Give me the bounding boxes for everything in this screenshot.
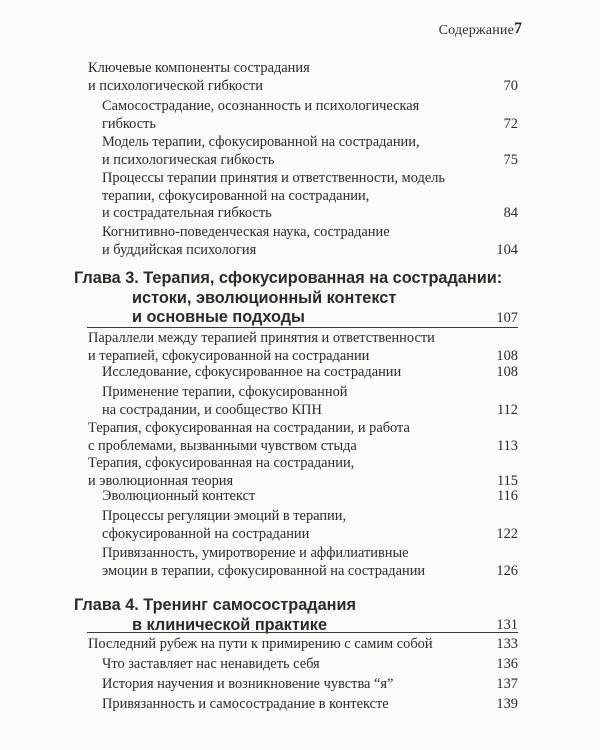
toc-entry[interactable]	[102, 656, 518, 674]
entry-page: 133	[496, 636, 518, 652]
entry-title-line: гибкость	[102, 115, 156, 132]
entry-title-line: Терапия, сфокусированная на сострадании, и работа	[88, 420, 410, 436]
chapter-3-heading[interactable]	[74, 269, 518, 328]
toc-entry[interactable]	[102, 170, 518, 223]
entry-title-line: терапии, сфокусированной на сострадании,	[102, 187, 370, 204]
chapter-title-line: и основные подходы	[132, 308, 305, 326]
entry-page: 108	[496, 364, 518, 380]
toc-entry[interactable]	[102, 696, 518, 714]
toc-entry[interactable]	[102, 98, 518, 133]
chapter-title-line: Глава 4. Тренинг самосострадания	[74, 596, 357, 614]
entry-title-line: Самосострадание, осознанность и психологическая	[102, 98, 420, 114]
entry-page: 139	[496, 696, 518, 712]
chapter-title-line: в клинической практике	[132, 615, 328, 634]
entry-page: 104	[496, 241, 518, 258]
toc-entry[interactable]	[88, 636, 518, 654]
entry-title-line: Применение терапии, сфокусированной	[102, 384, 348, 400]
toc-entry[interactable]	[102, 384, 518, 419]
entry-page: 122	[496, 525, 518, 542]
toc-entry[interactable]	[102, 676, 518, 694]
entry-title-line: Параллели между терапией принятия и ответственности	[88, 330, 435, 346]
entry-title-line: сфокусированной на сострадании	[102, 525, 310, 542]
toc-entry[interactable]	[102, 224, 518, 259]
entry-title-line: и эволюционная теория	[88, 472, 234, 489]
entry-title-line: и буддийская психология	[102, 241, 257, 258]
entry-title-line: на сострадании, и сообщество КПН	[102, 401, 322, 418]
entry-page: 137	[496, 676, 518, 692]
entry-page: 72	[503, 115, 518, 132]
entry-title-line: Привязанность, умиротворение и аффилиативные	[102, 545, 409, 561]
entry-title-line: и терапией, сфокусированной на сострадании	[88, 347, 370, 364]
toc-entry[interactable]	[88, 60, 518, 95]
page-number: 7	[514, 20, 522, 37]
entry-page: 113	[496, 437, 518, 454]
entry-page: 126	[496, 562, 518, 579]
chapter-rule	[87, 327, 518, 328]
entry-page: 84	[503, 205, 518, 221]
toc-entry[interactable]	[102, 508, 518, 543]
entry-page: 75	[503, 151, 518, 168]
entry-title-line: и психологической гибкости	[88, 77, 263, 94]
chapter-4-heading[interactable]	[74, 596, 518, 635]
entry-page: 136	[496, 656, 518, 672]
toc-entry[interactable]	[88, 330, 518, 365]
toc-entry[interactable]	[88, 455, 518, 490]
entry-title-line: Процессы регуляции эмоций в терапии,	[102, 508, 347, 524]
entry-title-line: Процессы терапии принятия и ответственности, модель	[102, 170, 445, 186]
entry-title-line: с проблемами, вызванными чувством стыда	[88, 437, 357, 454]
chapter-page: 107	[496, 309, 518, 326]
chapter-title-line: истоки, эволюционный контекст	[132, 288, 397, 307]
entry-title-line: Ключевые компоненты сострадания	[88, 60, 310, 76]
entry-page: 112	[496, 401, 518, 418]
toc-entry[interactable]	[88, 420, 518, 455]
entry-title-line: Модель терапии, сфокусированной на сострадании,	[102, 134, 420, 150]
entry-title-line: Когнитивно-поведенческая наука, сострадание	[102, 224, 390, 240]
entry-title-line: и сострадательная гибкость	[102, 205, 272, 221]
toc-entry[interactable]	[102, 364, 518, 382]
entry-title-line: Терапия, сфокусированная на сострадании,	[88, 455, 355, 471]
toc-entry[interactable]	[102, 134, 518, 169]
entry-page: 115	[496, 472, 518, 489]
chapter-rule	[87, 632, 518, 633]
entry-title-line: эмоции в терапии, сфокусированной на сострадании	[102, 562, 426, 579]
entry-title-line: Привязанность и самосострадание в контексте	[102, 696, 389, 712]
chapter-page: 131	[496, 617, 518, 633]
entry-title-line: Эволюционный контекст	[102, 488, 256, 504]
entry-title-line: Исследование, сфокусированное на сострадании	[102, 364, 402, 380]
chapter-title-line: Глава 3. Терапия, сфокусированная на сострадании:	[74, 269, 503, 287]
entry-title-line: и психологическая гибкость	[102, 151, 275, 168]
entry-page: 108	[496, 347, 518, 364]
toc-entry[interactable]	[102, 545, 518, 580]
toc-entry[interactable]	[102, 488, 518, 506]
entry-title-line: Что заставляет нас ненавидеть себя	[102, 656, 320, 672]
entry-title-line: История научения и возникновение чувства “я”	[102, 676, 394, 692]
running-title: Содержание	[438, 23, 514, 38]
entry-title-line: Последний рубеж на пути к примирению с самим собой	[88, 636, 433, 652]
entry-page: 70	[503, 77, 518, 94]
entry-page: 116	[496, 488, 518, 504]
